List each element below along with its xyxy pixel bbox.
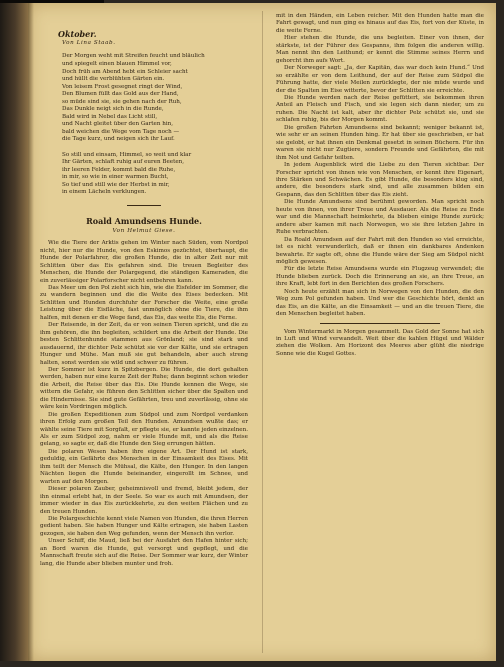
poem-line: ihr leeren Felder, kommt bald die Ruhe, <box>62 166 176 173</box>
poem-line: Von leisem Frost gesegnet ringt der Wind, <box>62 83 183 90</box>
poem-stanza <box>62 152 248 197</box>
book-spine <box>0 3 28 661</box>
poem-line: Das Dunkle neigt sich in die Runde, <box>62 106 164 113</box>
article-paragraph: In jedem Augenblick wird die Liebe zu den Tieren sichtbar. Der Forscher spricht von ihnen wie von Menschen, er kennt ihre Eigenart, ihre Stärken und Schwächen. Es gibt Hunde, die besonders klug sind, andere, die besonders stark sind, und alle zusammen bilden ein Gespann, das den Schlitten über das Eis zieht. <box>276 162 484 198</box>
article-paragraph: Wie die Tiere der Arktis gehen im Winter nach Süden, vom Nordpol nicht, hier nur die Hunde, von den Eskimos gezüchtet, überhaupt, die Hunde der Polarfahrer, die großen Hunde, die in alter Zeit nur mit Schlitten über das Eis gefahren sind. Die treuen Begleiter des Menschen, die Hunde der Polargegend, die ständigen Kameraden, die ein zuverlässiger Polarforscher nicht entbehren kann. <box>40 240 248 284</box>
article-paragraph: Dieser polaren Zauber, geheimnisvoll und fremd, bleibt jedem, der ihn einmal erlebt hat, in der Seele. So war es auch mit Amundsen, der immer wieder in das Eis zurückkehrte, zu den weiten Flächen und zu den treuen Hunden. <box>40 486 248 515</box>
article-paragraph: Das Meer um den Pol zieht sich hin, wie die Eisfelder im Sommer, die zu wandern beginnen und die die Weite des Eises bedecken. Mit Schlitten und Hunden durchfuhr der Forscher die Weite, eine große Leistung über die Eisfläche, fast unmöglich ohne die Tiere, die ihm halfen, mit denen er die Wege fand, das Eis, das weite Eis, die Ferne. <box>40 284 248 321</box>
page-edge-shadow <box>28 3 34 661</box>
poem-line: so müde sind sie, sie gehen nach der Ruh, <box>62 98 182 105</box>
article-paragraph: Da Roald Amundsen auf der Fahrt mit den Hunden so viel erreichte, ist es nicht verwunderlich, daß er ihnen ein dankbares Andenken bewahrte. Er sagte oft, ohne die Hunde wäre der Sieg am Südpol nicht möglich gewesen. <box>276 236 484 265</box>
article-paragraph: Hier stehen die Hunde, die uns begleiten. Einer von ihnen, der stärkste, ist der Führer des Gespanns, ihm folgen die anderen willig. Man nennt ihn den Leithund; er kennt die Stimme seines Herrn und gehorcht ihm aufs Wort. <box>276 35 484 64</box>
poem-author: Von Lina Staab. <box>62 40 116 46</box>
poem-stanza <box>62 53 248 144</box>
poem-line: Den Blumen füllt das Gold aus der Hand, <box>62 91 179 98</box>
right-column <box>276 13 484 358</box>
article-paragraph: Die polaren Wesen haben ihre eigene Art. Der Hund ist stark, geduldig, ein Gefährte des Menschen in der Einsamkeit des Eises. Mit ihm teilt der Mensch die Mühsal, die Kälte, den Hunger. In den langen Nächten liegen die Hunde beieinander, eingerollt im Schnee, und warten auf den Morgen. <box>40 448 248 485</box>
article-paragraph: Die großen Expeditionen zum Südpol und zum Nordpol verdanken ihren Erfolg zum großen Teil den Hunden. Amundsen wußte das; er wählte seine Tiere mit Sorgfalt, er pflegte sie, er kannte jeden einzelnen. Als er zum Südpol zog, nahm er viele Hunde mit, und als die Reise gelang, so sagte er, daß die Hunde den Sieg errungen hätten. <box>40 411 248 448</box>
article-paragraph: Die großen Fahrten Amundsens sind bekannt; weniger bekannt ist, wie sehr er an seinen Hunden hing. Er hat über sie geschrieben, er hat sie gelobt, er hat ihnen ein Denkmal gesetzt in seinen Büchern. Für ihn waren sie nicht nur Zugtiere, sondern Freunde und Gefährten, die mit ihm Not und Gefahr teilten. <box>276 124 484 161</box>
poem-line: So still und einsam, Himmel, so weit und klar <box>62 151 192 158</box>
end-divider <box>320 323 440 324</box>
article-paragraph: Unser Schiff, die Maud, ließ bei der Ausfahrt den Hafen hinter sich; an Bord waren die Hunde, gut versorgt und gepflegt, und die Mannschaft freute sich auf die Reise. Der Sommer war kurz, der Winter lang, die Hunde aber blieben munter und froh. <box>40 538 248 567</box>
poem-line: in einem Lächeln verklungen. <box>62 189 147 196</box>
poem-body <box>62 53 248 196</box>
article-paragraph: Für die letzte Reise Amundsens wurde ein Flugzeug verwendet; die Hunde blieben zurück. Doch die Erinnerung an sie, an ihre Treue, an ihre Kraft, lebt fort in den Berichten des großen Forschers. <box>276 266 484 288</box>
poem-line: Doch früh am Abend hebt ein Schleier sacht <box>62 68 188 75</box>
article-paragraph: mit in den Händen, ein Leben reicher. Mit den Hunden hatte man die Fahrt gewagt, und nun ging es hinaus auf das Eis, fort von der Küste, in die weite Ferne. <box>276 13 484 34</box>
poem-line: und hüllt die verblühten Gärten ein. <box>62 76 165 83</box>
poem-line: die Tage kurz, und neigen sich ihr Lauf. <box>62 136 175 143</box>
article-paragraph: Der Norweger sagt: „Ja, der Kapitän, das war doch kein Hund.“ Und so erzählte er von dem Leithund, der auf der Reise zum Südpol die Führung hatte, der viele Meilen zurücklegte, der nie müde wurde und der die Spalten im Eise witterte, bevor der Schlitten sie erreichte. <box>276 65 484 94</box>
section-divider <box>127 205 161 206</box>
document-page <box>28 3 496 661</box>
article-paragraph: Der Reisende, in der Zeit, da er von seinen Tieren spricht, und die zu ihm gehören, die ihn begleiten, schildert uns die Arbeit der Hunde. Die besten Schlittenhunde stammen aus Grönland; sie sind stark und ausdauernd, ihr dichter Pelz schützt sie vor der Kälte, und sie ertragen Hunger und Mühe. Man muß sie gut behandeln, aber auch streng halten, sonst werden sie wild und schwer zu führen. <box>40 322 248 366</box>
poem-line: Der Morgen weht mit Streifen feucht und bläulich <box>62 53 205 60</box>
poem-line: bald weichen die Wege vom Tage noch — <box>62 128 180 135</box>
poem-line: in mir, so wie in einer warmen Bucht, <box>62 174 169 181</box>
closing-note: Vom Wintermarkt in Morgen gesammelt. Das Gold der Sonne hat sich in Luft und Wind verwandelt. Weit über die kahlen Hügel und Wälder ziehen die Wolken. Am Horizont des Meeres aber glüht die niedrige Sonne wie die Kugel Gottes. <box>276 328 484 357</box>
article-paragraph: Die Hunde werden nach der Reise gefüttert, sie bekommen ihren Anteil an Fleisch und Fisch, und sie legen sich dann nieder, um zu ruhen. Die Nacht ist kalt, aber ihr dichter Pelz schützt sie, und sie schlafen ruhig, bis der Morgen kommt. <box>276 94 484 124</box>
article-paragraph: Die Polargeschichte kennt viele Namen von Hunden, die ihren Herren gedient haben. Sie haben Hunger und Kälte ertragen, sie haben Lasten gezogen, sie haben den Weg gefunden, wenn der Mensch ihn verlor. <box>40 516 248 537</box>
poem-title: Oktober. <box>58 29 97 39</box>
article-author: Von Helmut Giese. <box>112 227 176 234</box>
article-paragraph: Noch heute erzählt man sich in Norwegen von den Hunden, die den Weg zum Pol gefunden haben. Und wer die Geschichte hört, denkt an das Eis, an die Kälte, an die Einsamkeit — und an die treuen Tiere, die den Menschen begleitet haben. <box>276 288 484 318</box>
poem-line: Ihr Gärten, schlaft ruhig auf euren Beeten, <box>62 159 185 166</box>
article-title: Roald Amundsens Hunde. <box>86 215 202 226</box>
poem-line: und spiegelt einen blauen Himmel vor, <box>62 61 172 67</box>
left-column <box>40 13 248 568</box>
left-article-text <box>40 240 248 568</box>
poem-line: So tief und still wie der Herbst in mir, <box>62 181 170 188</box>
article-paragraph: Der Sommer ist kurz in Spitzbergen. Die Hunde, die dort gehalten werden, haben nur eine kurze Zeit der Ruhe; dann beginnt schon wieder die Arbeit, die Reise über das Eis. Die Hunde kennen die Wege, sie wittern die Gefahr, sie führen den Schlitten sicher über die Spalten und die Hindernisse. Sie sind gute Gefährten, treu und zuverlässig, ohne sie wäre kein Vordringen möglich. <box>40 366 248 411</box>
poem-line: Bald wird in Nebel das Licht still, <box>62 113 158 120</box>
article-paragraph: Die Hunde Amundsens sind berühmt geworden. Man spricht noch heute von ihnen, von ihrer Treue und Ausdauer. Als die Reise zu Ende war und die Mannschaft heimkehrte, da blieben einige Hunde zurück; andere aber kamen mit nach Norwegen, wo sie ihre letzten Jahre in Ruhe verbrachten. <box>276 199 484 236</box>
right-article-text <box>276 13 484 319</box>
column-rule <box>262 11 263 653</box>
poem-line: und Nacht gleitet über den Garten hin, <box>62 121 174 128</box>
